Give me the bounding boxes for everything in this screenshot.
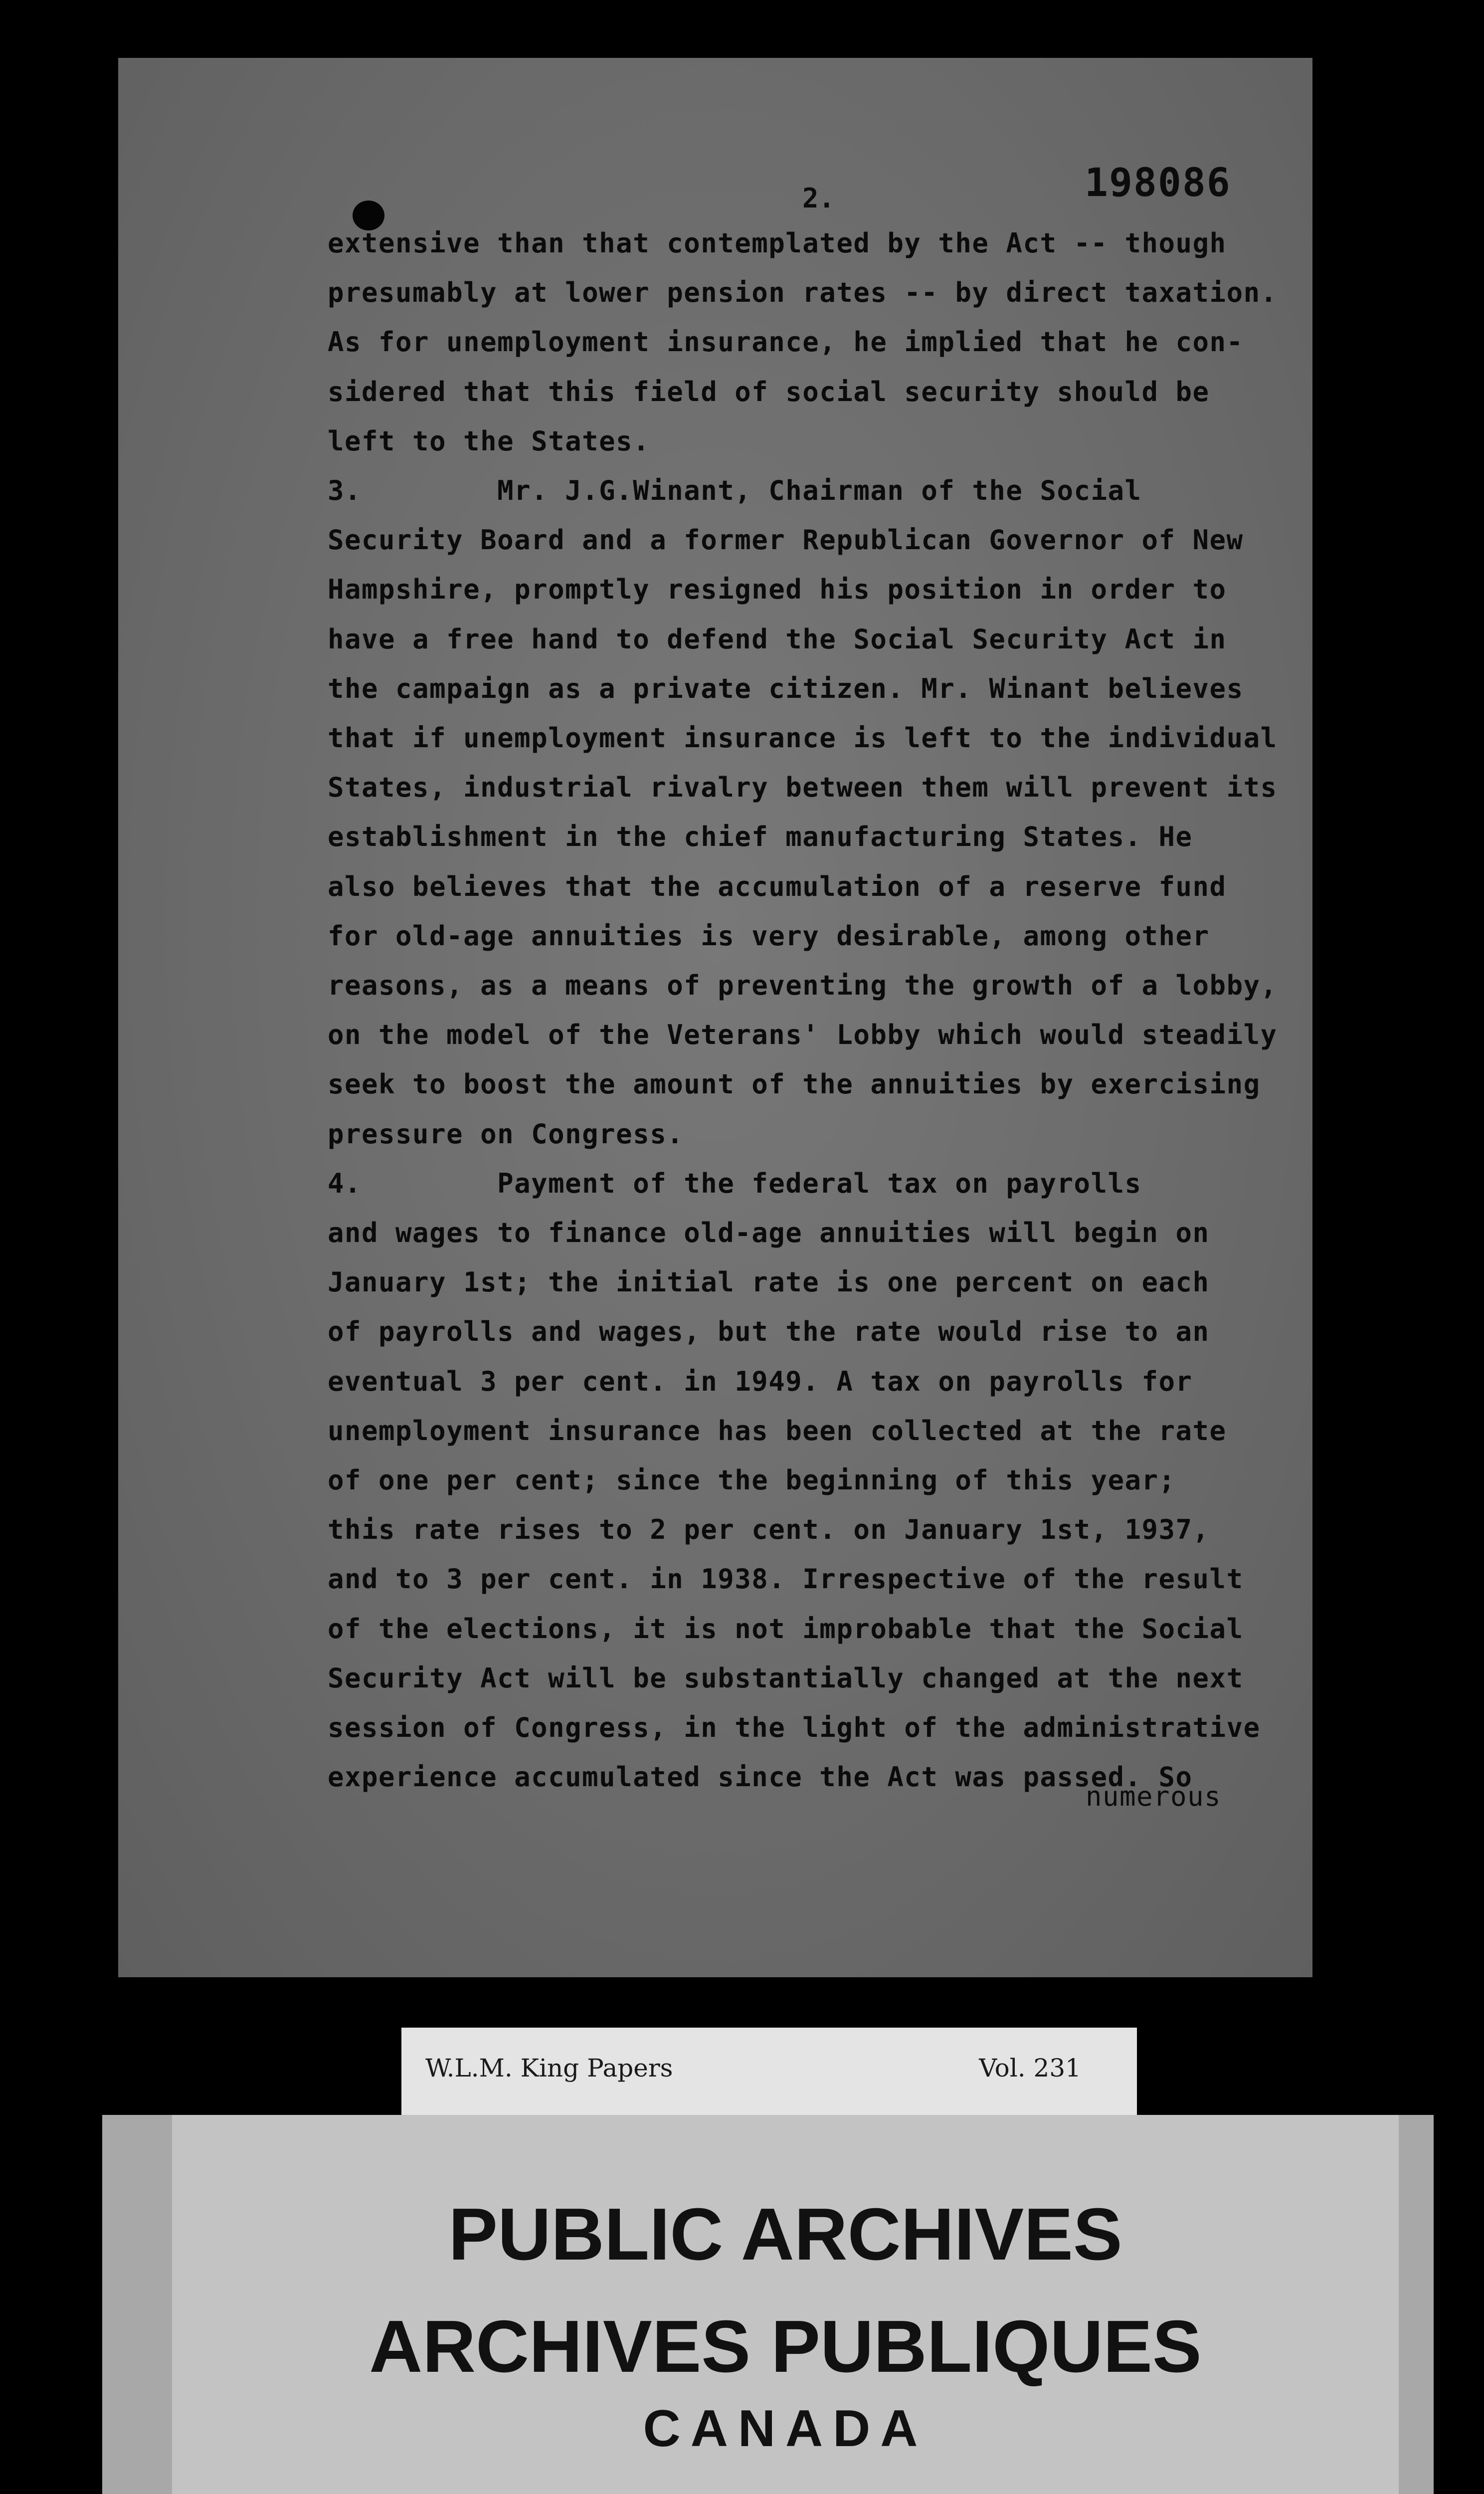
stamp-line-country: CANADA bbox=[643, 2400, 928, 2458]
document-line: pressure on Congress. bbox=[328, 1118, 684, 1150]
document-line: left to the States. bbox=[328, 425, 650, 457]
document-line: the campaign as a private citizen. Mr. Winant believes bbox=[328, 672, 1244, 704]
document-line: on the model of the Veterans' Lobby which would steadily bbox=[328, 1019, 1278, 1051]
document-line: reasons, as a means of preventing the growth of a lobby, bbox=[328, 970, 1278, 1001]
document-line: and to 3 per cent. in 1938. Irrespective of the result bbox=[328, 1563, 1244, 1595]
document-line: of one per cent; since the beginning of this year; bbox=[328, 1464, 1176, 1496]
page-number: 2. bbox=[802, 183, 835, 214]
document-line: January 1st; the initial rate is one percent on each bbox=[328, 1266, 1210, 1298]
document-line: of the elections, it is not improbable that the Social bbox=[328, 1613, 1244, 1645]
document-line: unemployment insurance has been collected at the rate bbox=[328, 1415, 1227, 1447]
document-line: that if unemployment insurance is left to the individual bbox=[328, 722, 1278, 754]
document-line: presumably at lower pension rates -- by direct taxation. bbox=[328, 277, 1278, 309]
document-line: Hampshire, promptly resigned his position in order to bbox=[328, 574, 1227, 606]
document-line: Security Act will be substantially changed at the next bbox=[328, 1662, 1244, 1694]
document-line: 3. Mr. J.G.Winant, Chairman of the Social bbox=[328, 475, 1142, 506]
document-line: 4. Payment of the federal tax on payrolls bbox=[328, 1167, 1142, 1199]
document-line: for old-age annuities is very desirable, among other bbox=[328, 920, 1210, 952]
document-line: session of Congress, in the light of the administrative bbox=[328, 1712, 1261, 1743]
document-page bbox=[118, 58, 1312, 1977]
document-line: Security Board and a former Republican Governor of New bbox=[328, 524, 1244, 556]
document-id: 198086 bbox=[1085, 161, 1231, 206]
document-line: eventual 3 per cent. in 1949. A tax on payrolls for bbox=[328, 1365, 1193, 1397]
document-line: States, industrial rivalry between them will prevent its bbox=[328, 772, 1278, 804]
document-line: of payrolls and wages, but the rate would rise to an bbox=[328, 1316, 1210, 1348]
document-line: As for unemployment insurance, he implied that he con- bbox=[328, 326, 1244, 358]
document-body bbox=[118, 58, 1312, 1977]
document-line: have a free hand to defend the Social Security Act in bbox=[328, 623, 1227, 655]
document-line: also believes that the accumulation of a reserve fund bbox=[328, 870, 1227, 902]
continuation-word: numerous bbox=[1086, 1781, 1222, 1813]
document-line: experience accumulated since the Act was passed. So bbox=[328, 1761, 1193, 1793]
document-line: sidered that this field of social security should be bbox=[328, 376, 1210, 408]
document-line: extensive than that contemplated by the Act -- though bbox=[328, 227, 1227, 259]
document-line: and wages to finance old-age annuities will begin on bbox=[328, 1217, 1210, 1248]
stamp-line-english: PUBLIC ARCHIVES bbox=[448, 2193, 1122, 2276]
volume-number: Vol. 231 bbox=[979, 2054, 1081, 2082]
document-line: this rate rises to 2 per cent. on January 1st, 1937, bbox=[328, 1514, 1210, 1546]
collection-label bbox=[401, 2028, 1137, 2116]
document-line: seek to boost the amount of the annuities by exercising bbox=[328, 1068, 1261, 1100]
archives-stamp bbox=[102, 2115, 1434, 2494]
collection-name: W.L.M. King Papers bbox=[425, 2054, 673, 2082]
stamp-line-french: ARCHIVES PUBLIQUES bbox=[369, 2305, 1202, 2388]
stamp-card bbox=[172, 2115, 1399, 2494]
document-line: establishment in the chief manufacturing States. He bbox=[328, 821, 1193, 853]
